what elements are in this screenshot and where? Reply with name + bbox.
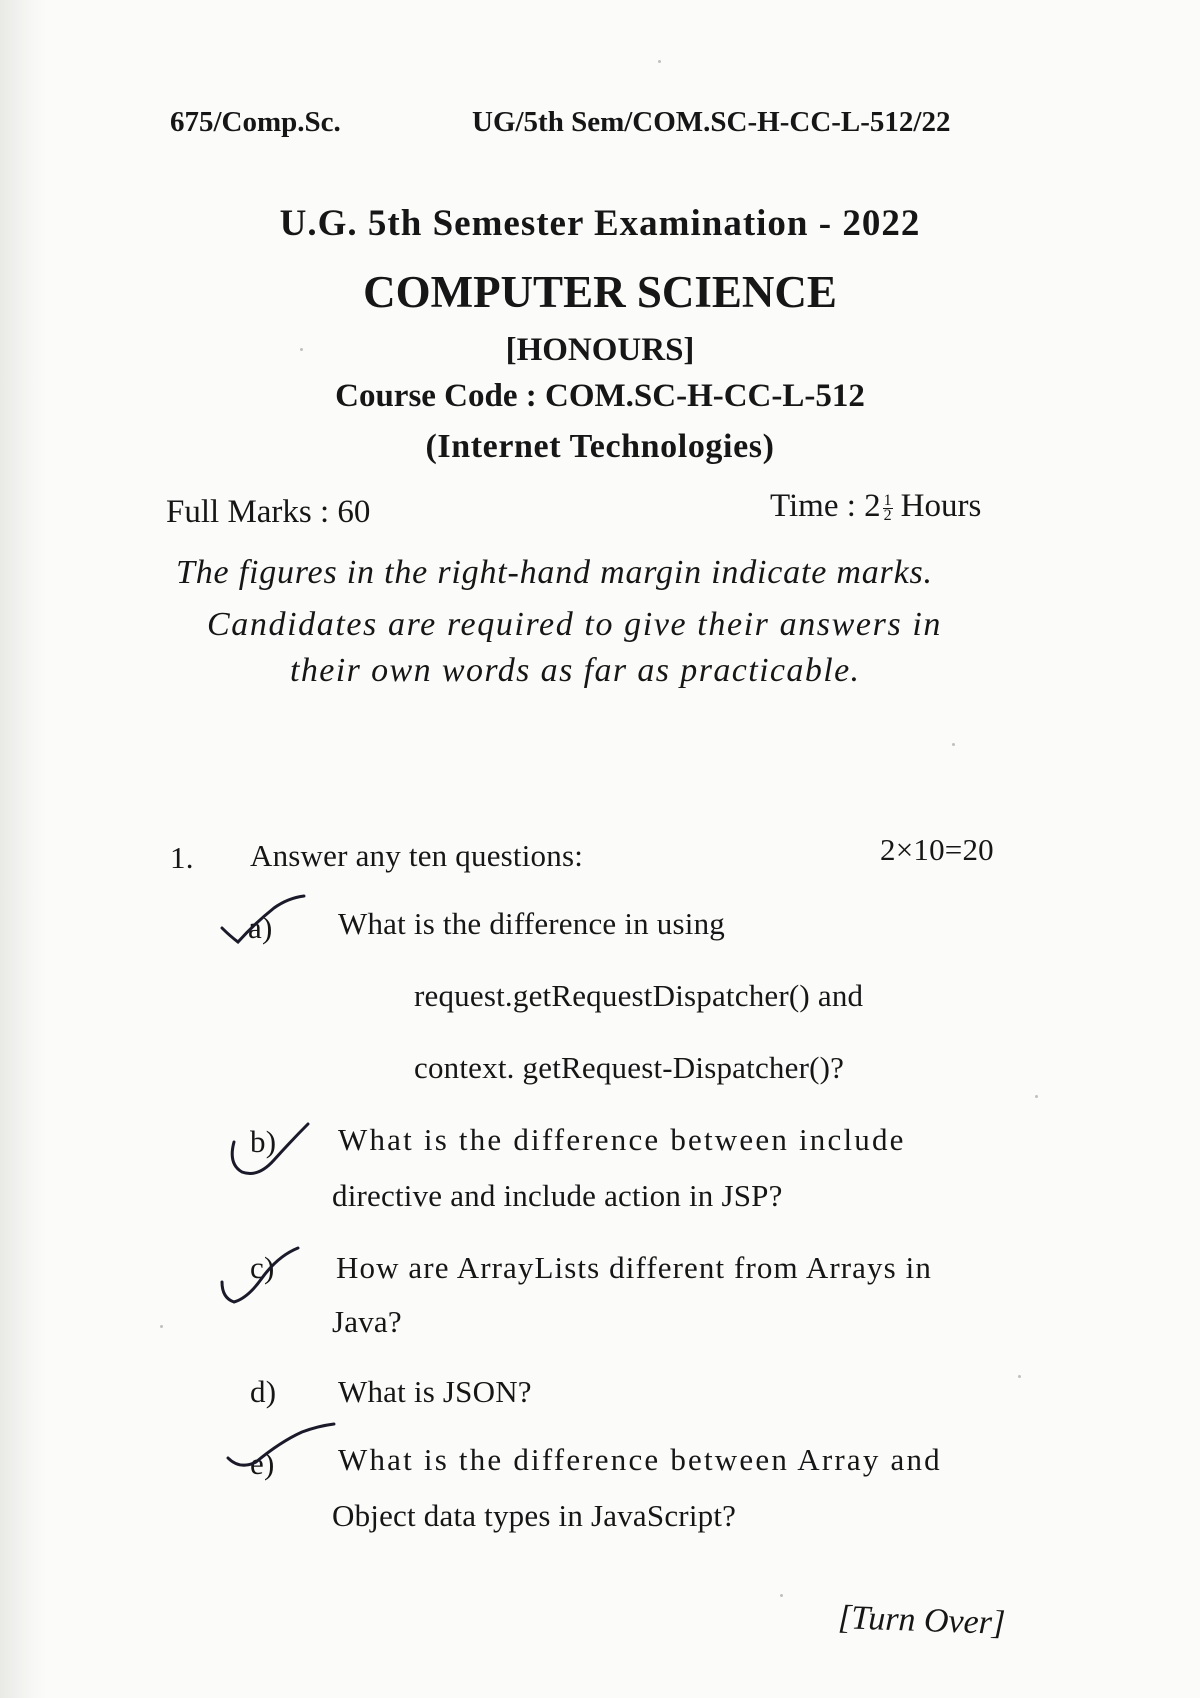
part-a-line-3: context. getRequest-Dispatcher()? [414, 1050, 845, 1085]
exam-title: U.G. 5th Semester Examination - 2022 [279, 203, 921, 244]
part-e-line-1: What is the difference between Array and [338, 1442, 942, 1477]
part-b-label: b) [250, 1124, 277, 1159]
part-c-line-1: How are ArrayLists different from Arrays in [336, 1250, 932, 1285]
time-prefix: Time : 2 [770, 488, 881, 524]
time-suffix: Hours [900, 488, 982, 524]
honours-label: [HONOURS] [505, 332, 695, 368]
scan-speck [1018, 1375, 1021, 1378]
question-marks: 2×10=20 [880, 832, 994, 867]
scan-speck [160, 1325, 163, 1328]
paper-code: 675/Comp.Sc. [170, 106, 341, 138]
instruction-line-3: their own words as far as practicable. [290, 652, 861, 689]
part-a-label: a) [248, 910, 273, 945]
part-b-line-2: directive and include action in JSP? [332, 1178, 783, 1213]
scan-speck [658, 60, 661, 63]
part-e-label: e) [250, 1446, 275, 1481]
part-c-label: c) [250, 1250, 275, 1285]
subject-title: COMPUTER SCIENCE [363, 267, 837, 317]
time-fraction-numerator: 1 [883, 491, 892, 509]
part-b-line-1: What is the difference between include [338, 1122, 906, 1157]
scan-speck [952, 743, 955, 746]
part-a-line-2: request.getRequestDispatcher() and [414, 978, 864, 1013]
course-code: Course Code : COM.SC-H-CC-L-512 [335, 378, 865, 414]
instruction-line-1: The figures in the right-hand margin indicate marks. [176, 554, 933, 591]
turn-over-note: [Turn Over] [837, 1599, 1006, 1642]
part-c-line-2: Java? [332, 1304, 402, 1339]
handwritten-check-e-icon [222, 1418, 342, 1488]
course-reference: UG/5th Sem/COM.SC-H-CC-L-512/22 [472, 106, 951, 138]
paper-name: (Internet Technologies) [425, 428, 775, 465]
time-fraction [883, 491, 893, 524]
time-fraction-denominator: 2 [883, 506, 892, 524]
part-d-label: d) [250, 1374, 277, 1409]
full-marks: Full Marks : 60 [166, 494, 371, 530]
part-e-line-2: Object data types in JavaScript? [332, 1498, 737, 1533]
question-prompt: Answer any ten questions: [250, 838, 584, 873]
time-allowed [770, 488, 981, 525]
instruction-line-2: Candidates are required to give their answers in [207, 606, 943, 643]
part-a-line-1: What is the difference in using [338, 906, 725, 941]
question-number: 1. [170, 840, 194, 875]
scan-speck [780, 1594, 783, 1597]
scan-speck [1035, 1095, 1038, 1098]
part-d-line-1: What is JSON? [338, 1374, 532, 1409]
